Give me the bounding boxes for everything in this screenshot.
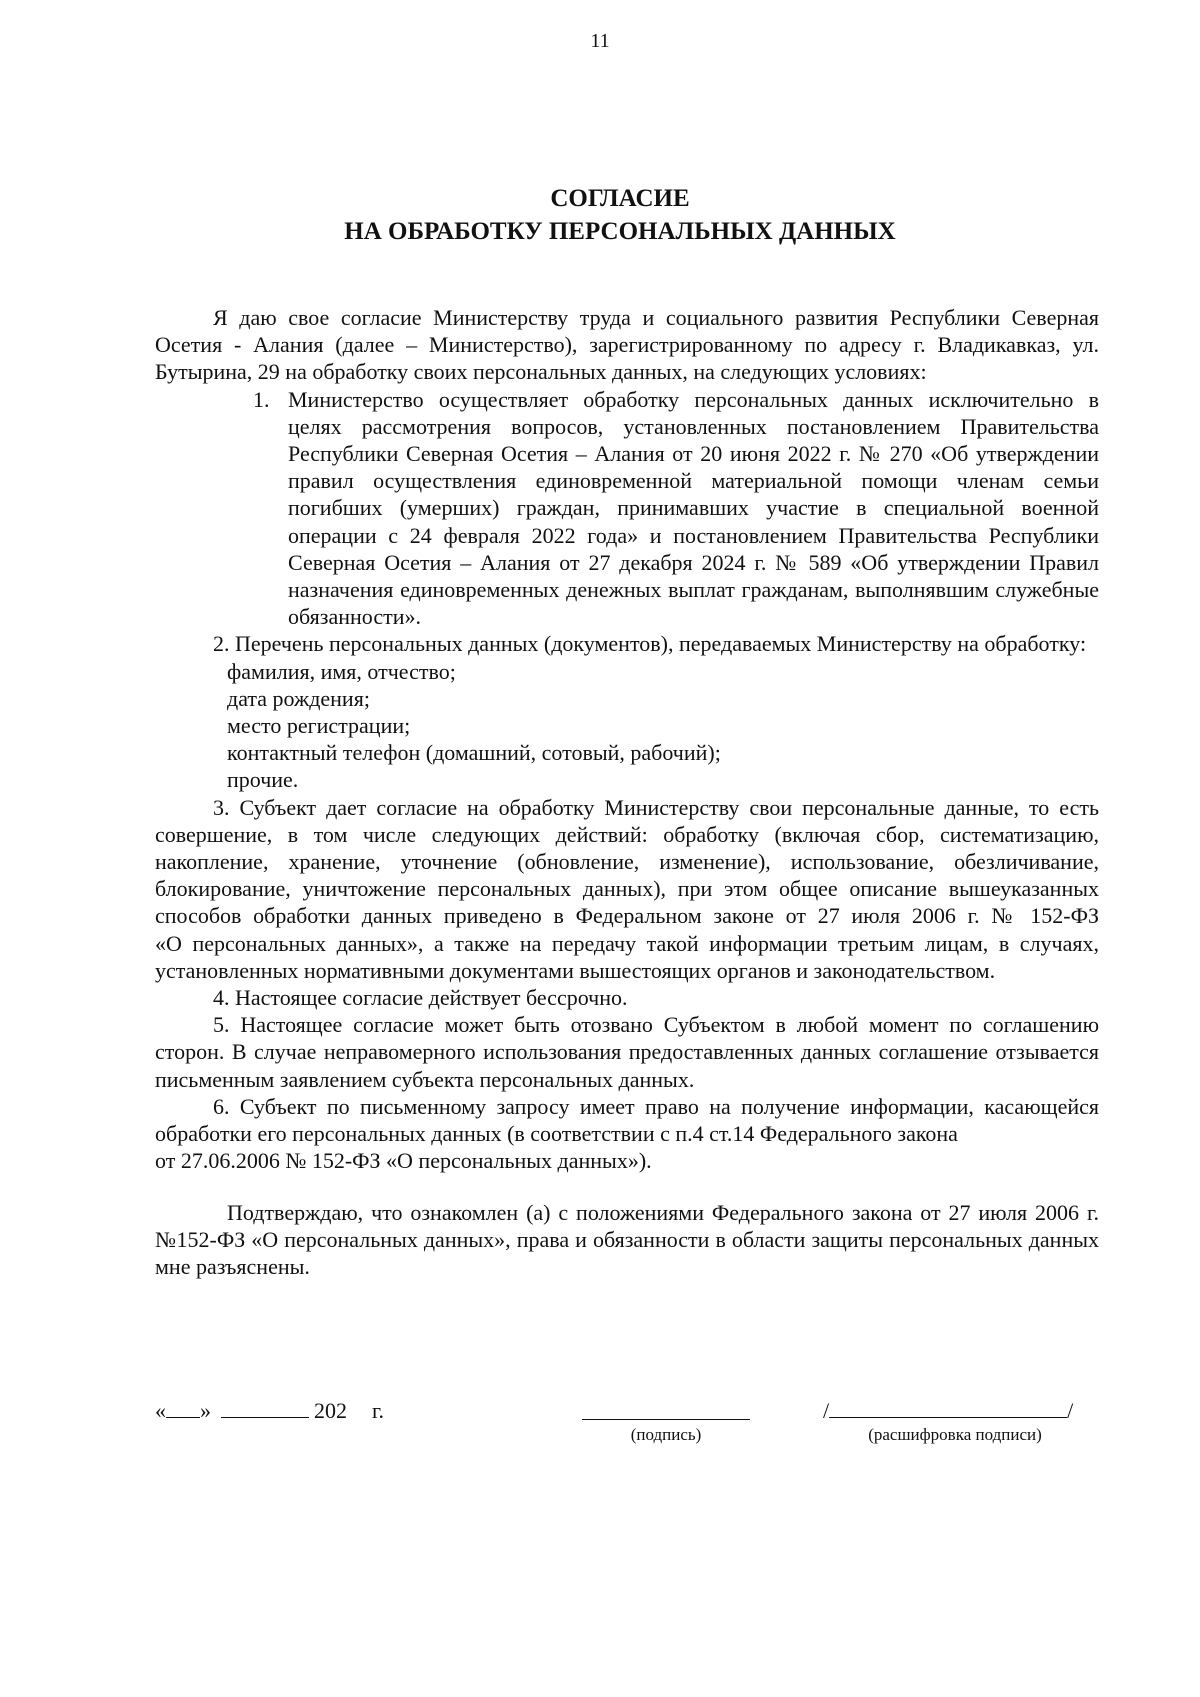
quote-close: » [200, 1398, 211, 1423]
personal-data-list [155, 658, 1099, 794]
clause-1-number: 1. [253, 386, 270, 412]
title-line-2: НА ОБРАБОТКУ ПЕРСОНАЛЬНЫХ ДАННЫХ [344, 218, 896, 245]
clause-3-continuation: «О персональных данных», а также на передачу такой информации третьим лицам, в случаях, установленных нормативными документами вышестоящих органов и законодательством. [155, 930, 1099, 983]
signature-decode-block [823, 1397, 1073, 1424]
signature-decode-caption: (расшифровка подписи) [868, 1425, 1042, 1444]
date-block [155, 1397, 384, 1424]
clause-3-paragraph: 3. Субъект дает согласие на обработку Министерству свои персональные данные, то есть совершение, в том числе следующих действий: обработку (включая сбор, систематизацию, накопление, хранение, уточнение (обновление, изменение), использование, обезличивание, блокирование, уничтожение персональных данных), при этом общее описание вышеуказанных способов обработки данных приведено в Федеральном законе от 27 июля 2006 г. № 152-ФЗ [155, 794, 1099, 929]
confirmation-paragraph: Подтверждаю, что ознакомлен (а) с положениями Федерального закона от 27 июля 2006 г. №152-ФЗ «О персональных данных», права и обязанности в области защиты персональных данных мне разъяснены. [155, 1199, 1099, 1279]
page-number: 11 [590, 30, 610, 52]
clause-5-paragraph: 5. Настоящее согласие может быть отозвано Субъектом в любой момент по соглашению сторон. В случае неправомерного использования предоставленных данных соглашение отзывается письменным заявлением субъекта персональных данных. [155, 1012, 1099, 1092]
slash-left: / [823, 1398, 830, 1423]
clause-1-text: Министерство осуществляет обработку персональных данных исключительно в целях рассмотрения вопросов, установленных постановлением Правительства Республики Северная Осетия – Алания от 20 июня 2022 г. № 270 «Об утверждении правил осуществления единовременной материальной помощи членам семьи погибших (умерших) граждан, принимавших участие в специальной военной операции с 24 февраля 2022 года» и постановлением Правительства Республики Северная Осетия – Алания от 27 декабря 2024 г. № 589 «Об утверждении Правил назначения единовременных денежных выплат гражданам, выполнявшим служебные обязанности». [288, 386, 1099, 630]
clause-4-paragraph: 4. Настоящее согласие действует бессрочно. [213, 985, 628, 1011]
signature-line[interactable] [582, 1419, 750, 1420]
signature-row [155, 1397, 1099, 1457]
signature-decode-line[interactable] [829, 1397, 1067, 1418]
document-body [155, 304, 1099, 1280]
list-item: прочие. [227, 767, 299, 793]
clause-1-item [253, 386, 1099, 631]
list-item: дата рождения; [227, 685, 370, 711]
clause-2-paragraph: 2. Перечень персональных данных (документов), передаваемых Министерству на обработку: [213, 631, 1087, 657]
slash-right: / [1067, 1398, 1074, 1423]
year-blank-field[interactable] [353, 1398, 367, 1418]
list-item: место регистрации; [227, 713, 411, 739]
title-line-1: СОГЛАСИЕ [550, 185, 690, 212]
clause-6-paragraph: 6. Субъект по письменному запросу имеет право на получение информации, касающейся обработки его персональных данных (в соответствии с п.4 ст.14 Федерального закона [155, 1093, 1099, 1147]
intro-paragraph: Я даю свое согласие Министерству труда и социального развития Республики Северная Осетия - Алания (далее – Министерство), зарегистрированному по адресу г. Владикавказ, ул. Бутырина, 29 на обработку своих персональных данных, на следующих условиях: [155, 305, 1099, 385]
year-suffix: г. [372, 1398, 385, 1423]
clause-6-continuation: от 27.06.2006 № 152-ФЗ «О персональных данных»). [155, 1148, 652, 1174]
list-item: контактный телефон (домашний, сотовый, рабочий); [227, 740, 721, 766]
document-title [0, 182, 1200, 248]
day-blank-field[interactable] [166, 1397, 200, 1418]
month-blank-field[interactable] [221, 1397, 309, 1418]
quote-open: « [155, 1398, 166, 1423]
year-prefix: 202 [314, 1398, 347, 1423]
list-item: фамилия, имя, отчество; [227, 658, 456, 684]
clause-1 [155, 386, 1099, 631]
signature-caption: (подпись) [630, 1425, 702, 1444]
